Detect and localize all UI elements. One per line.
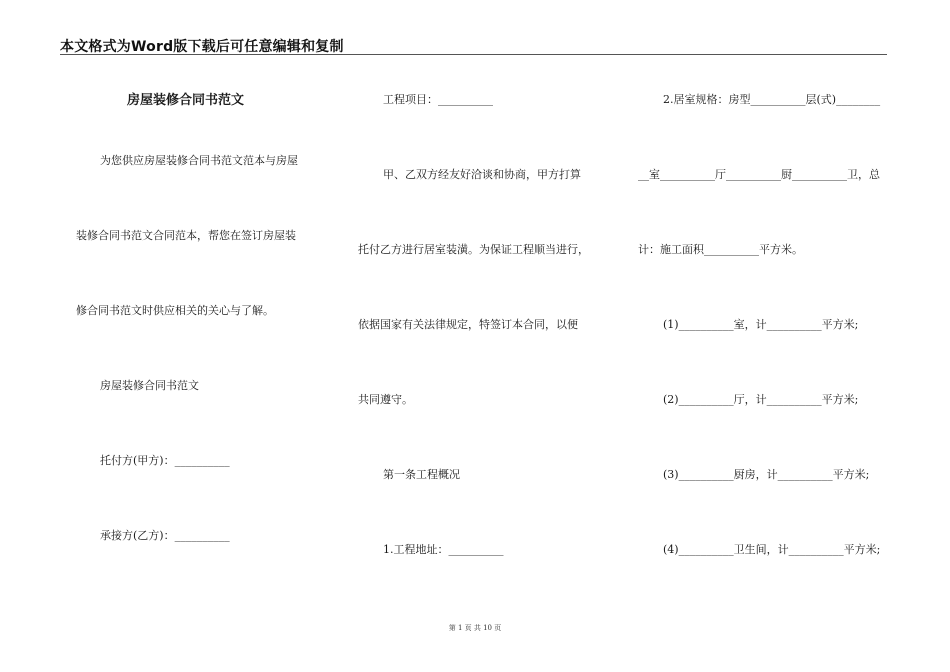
text-line: 依据国家有关法律规定，特签订本合同，以便	[358, 318, 578, 331]
address-line: 1.工程地址：__________	[383, 543, 504, 556]
project-line: 工程项目：__________	[383, 93, 493, 106]
text-line: 为您供应房屋装修合同书范文范本与房屋	[100, 154, 298, 167]
party-b-line: 承接方(乙方)：__________	[100, 529, 230, 542]
room-line: (4)__________卫生间，计__________平方米;	[663, 543, 881, 556]
text-line: 修合同书范文时供应相关的关心与了解。	[76, 304, 274, 317]
section-title: 房屋装修合同书范文	[100, 379, 199, 392]
text-line: 装修合同书范文合同范本，帮您在签订房屋装	[76, 229, 296, 242]
clause-title: 第一条工程概况	[383, 468, 460, 481]
text-line: 托付乙方进行居室装潢。为保证工程顺当进行，	[358, 243, 589, 256]
room-line: (2)__________厅，计__________平方米;	[663, 393, 859, 406]
room-line: (3)__________厨房，计__________平方米;	[663, 468, 870, 481]
document-title: 房屋装修合同书范文	[127, 93, 245, 108]
area-line: 计：施工面积__________平方米。	[638, 243, 803, 256]
document-header	[60, 34, 887, 55]
spec-line: 2.居室规格：房型__________层(式)________	[663, 93, 881, 106]
spec-line: __室__________厅__________厨__________卫，总	[638, 168, 880, 181]
text-line: 甲、乙双方经友好洽谈和协商，甲方打算	[383, 168, 581, 181]
text-line: 共同遵守。	[358, 393, 413, 406]
header-title: 本文格式为Word版下载后可任意编辑和复制	[60, 39, 344, 55]
party-a-line: 托付方(甲方)：__________	[100, 454, 230, 467]
room-line: (1)__________室，计__________平方米;	[663, 318, 859, 331]
page-footer: 第 1 页 共 10 页	[448, 624, 502, 632]
